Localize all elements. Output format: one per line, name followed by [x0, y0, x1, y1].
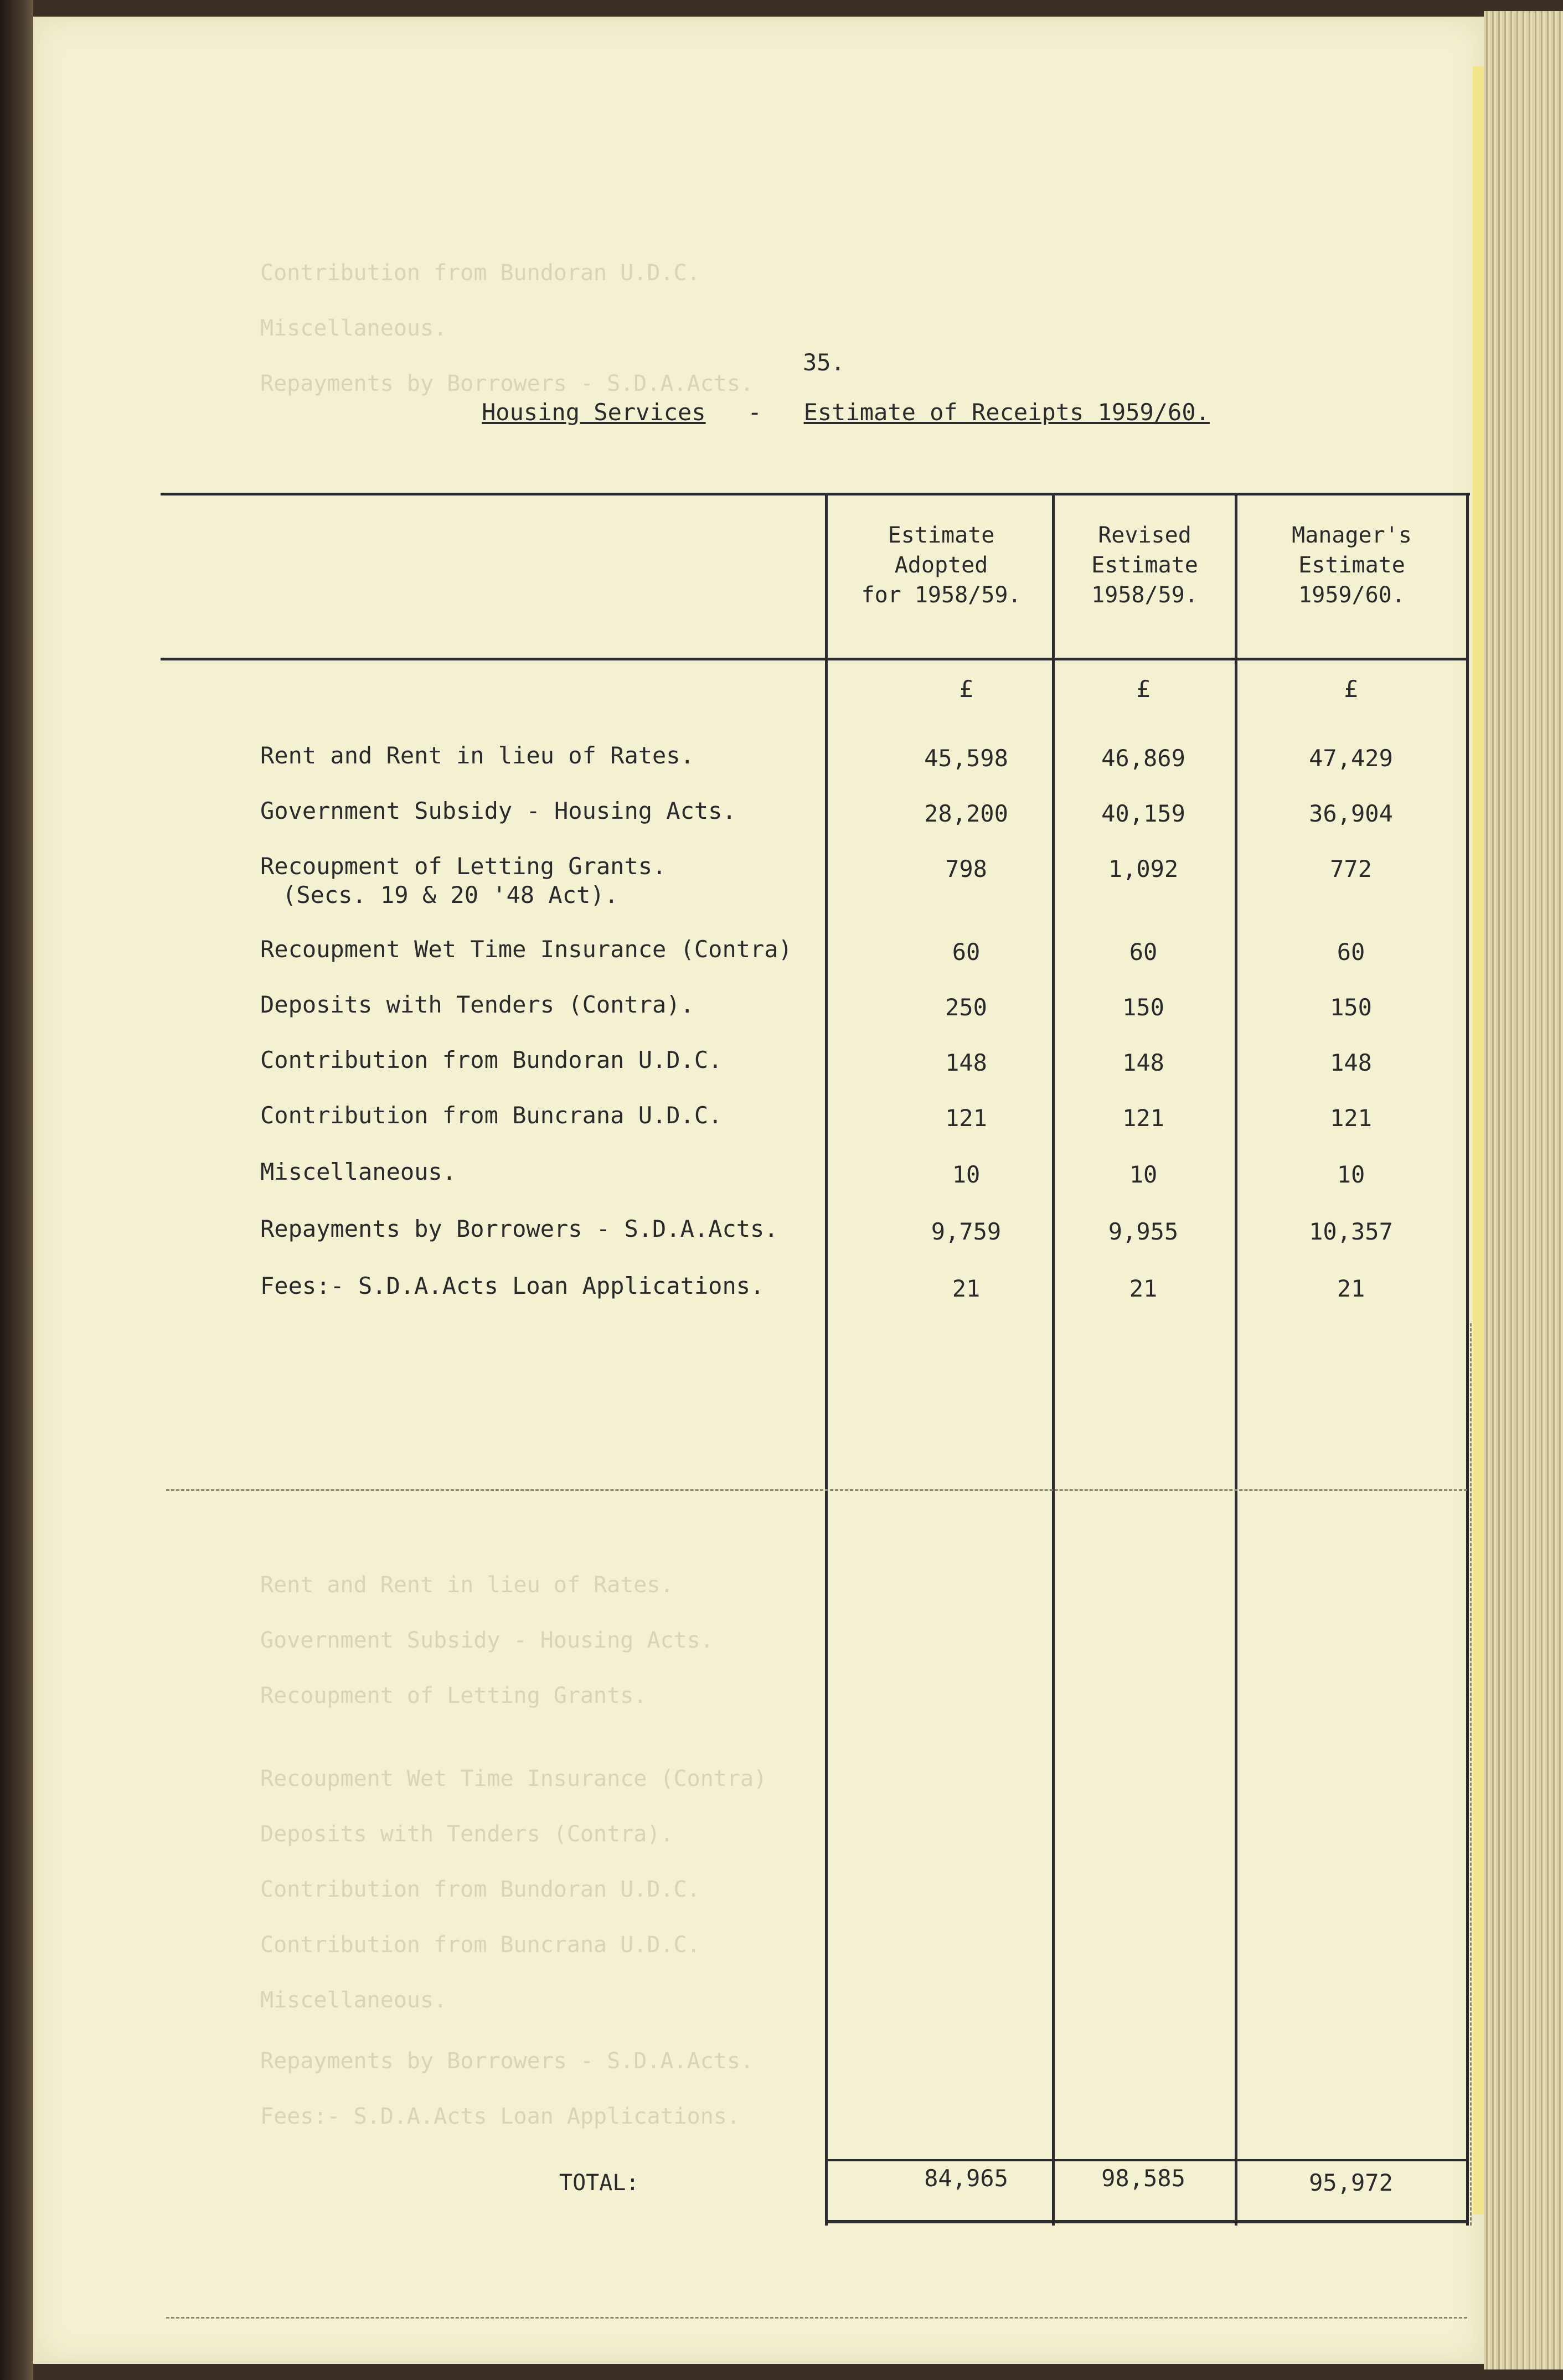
faint-rule	[166, 2317, 1467, 2319]
show-through-text: Rent and Rent in lieu of Rates.	[260, 1572, 674, 1598]
value-adopted: 10	[952, 1161, 981, 1188]
row-label: Deposits with Tenders (Contra).	[260, 991, 694, 1018]
total-label: TOTAL:	[559, 2170, 639, 2196]
title-sub: Estimate of Receipts 1959/60.	[803, 399, 1210, 426]
table-top-rule	[161, 493, 1470, 495]
value-revised: 9,955	[1108, 1218, 1179, 1245]
faint-rule	[166, 1489, 1467, 1491]
total-bottom-rule	[825, 2220, 1469, 2223]
value-manager: 47,429	[1309, 745, 1393, 772]
value-manager: 121	[1330, 1104, 1372, 1132]
show-through-text: Contribution from Buncrana U.D.C.	[260, 1932, 700, 1958]
header-line: for 1958/59.	[861, 582, 1022, 608]
row-label: Rent and Rent in lieu of Rates.	[260, 742, 694, 769]
currency-symbol: £	[1136, 675, 1151, 703]
column-header-manager	[1237, 520, 1466, 610]
row-label-detail: (Secs. 19 & 20 '48 Act).	[282, 881, 618, 908]
value-revised: 1,092	[1108, 855, 1179, 882]
total-revised: 98,585	[1101, 2165, 1185, 2192]
show-through-text: Repayments by Borrowers - S.D.A.Acts.	[260, 2048, 754, 2074]
value-manager: 36,904	[1309, 800, 1393, 827]
total-top-rule	[825, 2159, 1469, 2161]
show-through-text: Repayments by Borrowers - S.D.A.Acts.	[260, 371, 754, 396]
document-page	[33, 17, 1484, 2364]
header-line: Estimate	[888, 523, 995, 548]
value-revised: 60	[1129, 938, 1158, 966]
value-manager: 772	[1330, 855, 1372, 882]
value-revised: 21	[1129, 1275, 1158, 1302]
total-adopted: 84,965	[924, 2165, 1008, 2192]
value-adopted: 28,200	[924, 800, 1008, 827]
title-separator: -	[747, 399, 762, 426]
header-line: 1959/60.	[1298, 582, 1405, 608]
value-manager: 10,357	[1309, 1218, 1393, 1245]
show-through-text: Deposits with Tenders (Contra).	[260, 1821, 674, 1847]
value-revised: 40,159	[1101, 800, 1185, 827]
column-header-adopted	[830, 520, 1052, 610]
value-adopted: 9,759	[931, 1218, 1002, 1245]
value-adopted: 148	[945, 1049, 987, 1076]
header-line: 1958/59.	[1091, 582, 1198, 608]
row-label: Repayments by Borrowers - S.D.A.Acts.	[260, 1215, 778, 1242]
show-through-text: Miscellaneous.	[260, 1987, 447, 2013]
value-revised: 148	[1122, 1049, 1164, 1076]
show-through-text: Contribution from Bundoran U.D.C.	[260, 1877, 700, 1902]
value-adopted: 121	[945, 1104, 987, 1132]
value-revised: 150	[1122, 994, 1164, 1021]
book-binding	[0, 0, 33, 2380]
row-label: Recoupment Wet Time Insurance (Contra)	[260, 936, 792, 963]
value-adopted: 45,598	[924, 745, 1008, 772]
value-adopted: 250	[945, 994, 987, 1021]
header-line: Revised	[1098, 523, 1191, 548]
row-label: Contribution from Buncrana U.D.C.	[260, 1102, 723, 1129]
total-manager: 95,972	[1309, 2169, 1393, 2196]
row-label: Government Subsidy - Housing Acts.	[260, 797, 736, 824]
value-adopted: 60	[952, 938, 981, 966]
row-label: Fees:- S.D.A.Acts Loan Applications.	[260, 1272, 765, 1299]
show-through-text: Miscellaneous.	[260, 316, 447, 341]
column-header-revised	[1055, 520, 1235, 610]
header-line: Manager's	[1292, 523, 1412, 548]
show-through-text: Recoupment Wet Time Insurance (Contra)	[260, 1766, 767, 1792]
currency-symbol: £	[959, 675, 973, 703]
value-manager: 21	[1337, 1275, 1365, 1302]
value-adopted: 798	[945, 855, 987, 882]
header-line: Estimate	[1298, 553, 1405, 578]
value-revised: 46,869	[1101, 745, 1185, 772]
value-adopted: 21	[952, 1275, 981, 1302]
show-through-text: Recoupment of Letting Grants.	[260, 1683, 647, 1708]
value-manager: 148	[1330, 1049, 1372, 1076]
value-manager: 10	[1337, 1161, 1365, 1188]
header-bottom-rule	[161, 658, 1467, 660]
value-revised: 10	[1129, 1161, 1158, 1188]
title-main: Housing Services	[482, 399, 706, 426]
row-label: Contribution from Bundoran U.D.C.	[260, 1046, 723, 1073]
row-label: Recoupment of Letting Grants.	[260, 853, 667, 880]
page-number: 35.	[803, 349, 845, 376]
show-through-text: Government Subsidy - Housing Acts.	[260, 1628, 714, 1653]
page-title	[482, 399, 1210, 426]
currency-symbol: £	[1344, 675, 1358, 703]
page-edges	[1484, 11, 1563, 2369]
faint-rule	[1470, 1323, 1472, 2226]
value-manager: 150	[1330, 994, 1372, 1021]
show-through-text: Fees:- S.D.A.Acts Loan Applications.	[260, 2104, 740, 2129]
header-line: Estimate	[1091, 553, 1198, 578]
value-revised: 121	[1122, 1104, 1164, 1132]
show-through-text: Contribution from Bundoran U.D.C.	[260, 260, 700, 286]
header-line: Adopted	[894, 553, 988, 578]
column-divider-1	[825, 493, 828, 2226]
table-right-border	[1466, 493, 1469, 2226]
value-manager: 60	[1337, 938, 1365, 966]
row-label: Miscellaneous.	[260, 1158, 457, 1185]
